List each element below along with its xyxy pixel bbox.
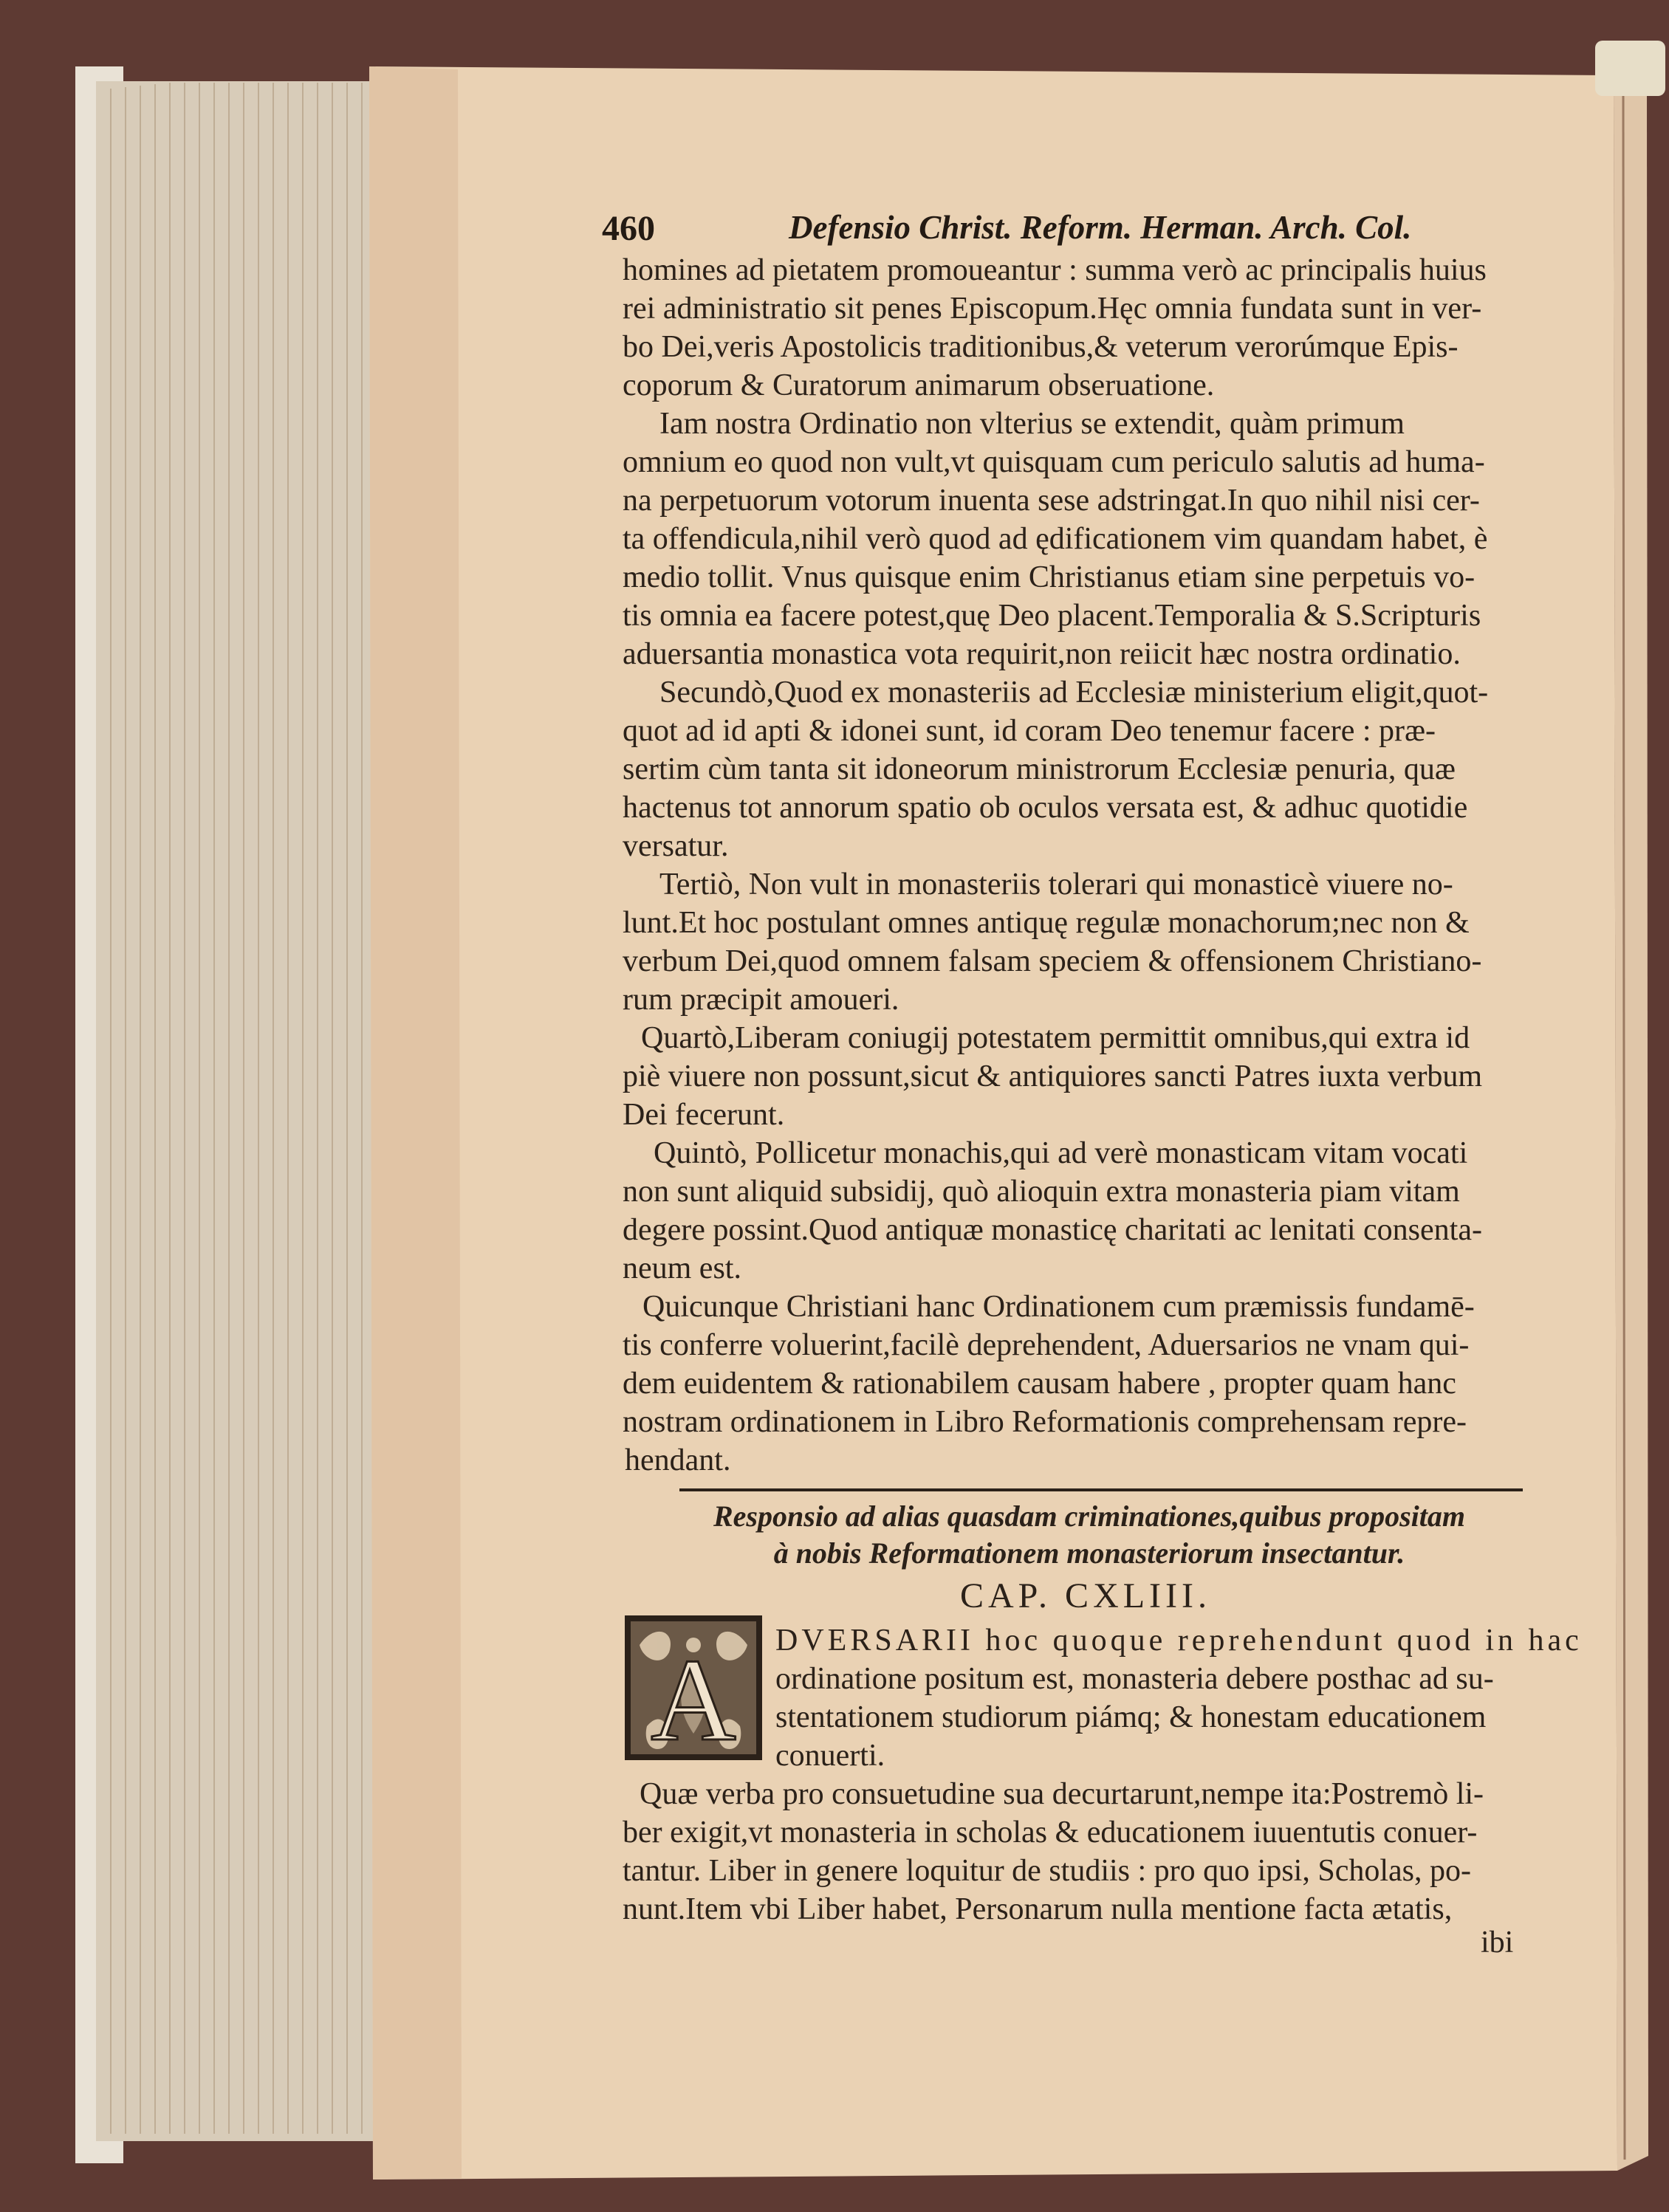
chapter-heading: CAP. CXLIII. bbox=[960, 1576, 1212, 1615]
page-number: 460 bbox=[602, 209, 655, 248]
body-line: tis omnia ea facere potest,quę Deo placent.Temporalia & S.Scripturis bbox=[623, 599, 1481, 633]
section-rule bbox=[679, 1488, 1523, 1491]
body-line: dem euidentem & rationabilem causam habere , propter quam hanc bbox=[623, 1367, 1456, 1401]
drop-cap-letter: A bbox=[651, 1634, 736, 1760]
body-line: homines ad pietatem promoueantur : summa verò ac principalis huius bbox=[623, 253, 1487, 287]
body-line: bo Dei,veris Apostolicis traditionibus,& veterum verorúmque Epis- bbox=[623, 330, 1459, 364]
chapter-line: ordinatione positum est, monasteria debere posthac ad su- bbox=[775, 1662, 1494, 1696]
chapter-line: DVERSARII hoc quoque reprehendunt quod in hac bbox=[775, 1624, 1583, 1658]
body-line: piè viuere non possunt,sicut & antiquiores sancti Patres iuxta verbum bbox=[623, 1059, 1483, 1093]
body-line: Tertiò, Non vult in monasteriis tolerari qui monasticè viuere no- bbox=[659, 868, 1453, 901]
body-line: Quartò,Liberam coniugij potestatem permittit omnibus,qui extra id bbox=[641, 1021, 1470, 1055]
chapter-line: conuerti. bbox=[775, 1739, 885, 1773]
body-line: coporum & Curatorum animarum obseruatione. bbox=[623, 368, 1215, 402]
chapter-line: stentationem studiorum piámq; & honestam educationem bbox=[775, 1700, 1487, 1734]
chapter-line: Quæ verba pro consuetudine sua decurtarunt,nempe ita:Postremò li- bbox=[640, 1777, 1484, 1811]
decorated-initial bbox=[625, 1615, 762, 1760]
body-line: na perpetuorum votorum inuenta sese adstringat.In quo nihil nisi cer- bbox=[623, 484, 1480, 518]
body-line: rei administratio sit penes Episcopum.Hęc omnia fundata sunt in ver- bbox=[623, 292, 1482, 326]
body-line: non sunt aliquid subsidij, quò alioquin extra monasteria piam vitam bbox=[623, 1175, 1460, 1209]
chapter-line: tantur. Liber in genere loquitur de studiis : pro quo ipsi, Scholas, po- bbox=[623, 1854, 1471, 1888]
body-line: sertim cùm tanta sit idoneorum ministrorum Ecclesiæ penuria, quæ bbox=[623, 752, 1456, 786]
body-line: quot ad id apti & idonei sunt, id coram Deo tenemur facere : præ- bbox=[623, 714, 1436, 748]
body-line: ta offendicula,nihil verò quod ad ędificationem vim quandam habet, è bbox=[623, 522, 1488, 556]
running-head: Defensio Christ. Reform. Herman. Arch. Col. bbox=[789, 209, 1412, 246]
body-line: nostram ordinationem in Libro Reformationis comprehensam repre- bbox=[623, 1405, 1467, 1439]
body-line: lunt.Et hoc postulant omnes antiquę regulæ monachorum;nec non & bbox=[623, 906, 1470, 940]
body-line: Iam nostra Ordinatio non vlterius se extendit, quàm primum bbox=[659, 407, 1405, 441]
section-caption-line: Responsio ad alias quasdam criminationes,quibus propositam bbox=[713, 1500, 1465, 1533]
body-line: versatur. bbox=[623, 829, 729, 863]
body-line: Quintò, Pollicetur monachis,qui ad verè monasticam vitam vocati bbox=[654, 1136, 1468, 1170]
body-line: Secundò,Quod ex monasteriis ad Ecclesiæ ministerium eligit,quot- bbox=[659, 676, 1489, 710]
body-line: rum præcipit amoueri. bbox=[623, 983, 899, 1017]
body-line: verbum Dei,quod omnem falsam speciem & offensionem Christiano- bbox=[623, 944, 1482, 978]
body-line: tis conferre voluerint,facilè deprehendent, Aduersarios ne vnam qui- bbox=[623, 1328, 1470, 1362]
body-line: hendant. bbox=[625, 1443, 731, 1477]
body-line: Dei fecerunt. bbox=[623, 1098, 785, 1132]
body-line: neum est. bbox=[623, 1251, 741, 1285]
chapter-line: nunt.Item vbi Liber habet, Personarum nulla mentione facta ætatis, bbox=[623, 1892, 1453, 1926]
body-line: Quicunque Christiani hanc Ordinationem cum præmissis fundamē- bbox=[642, 1290, 1475, 1324]
body-line: degere possint.Quod antiquæ monasticę charitati ac lenitati consenta- bbox=[623, 1213, 1482, 1247]
chapter-line: ber exigit,vt monasteria in scholas & educationem iuuentutis conuer- bbox=[623, 1816, 1478, 1849]
catchword: ibi bbox=[1481, 1926, 1514, 1959]
body-line: hactenus tot annorum spatio ob oculos versata est, & adhuc quotidie bbox=[623, 791, 1468, 825]
body-line: medio tollit. Vnus quisque enim Christianus etiam sine perpetuis vo- bbox=[623, 560, 1476, 594]
body-line: aduersantia monastica vota requirit,non reiicit hæc nostra ordinatio. bbox=[623, 637, 1461, 671]
section-caption-line: à nobis Reformationem monasteriorum insectantur. bbox=[773, 1536, 1405, 1570]
body-line: omnium eo quod non vult,vt quisquam cum periculo salutis ad huma- bbox=[623, 445, 1485, 479]
